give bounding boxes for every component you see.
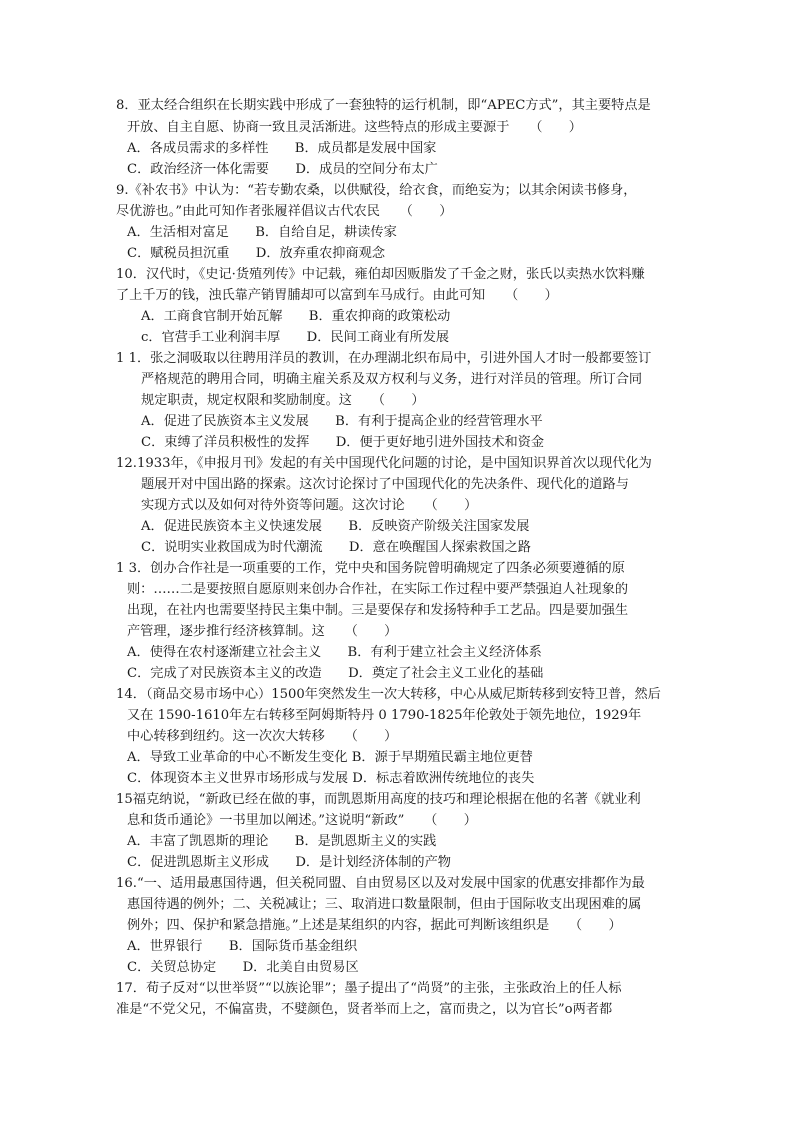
q16-options-line: C．关贸总协定 D．北美自由贸易区 — [127, 960, 359, 975]
q12-stem-line: 12.1933年，《申报月刊》发起的有关中国现代化问题的讨论，是中国知识界首次以现代化为 — [116, 456, 652, 471]
q16-stem-line: 例外；四、保护和紧急措施。”上述是某组织的内容，据此可判断该组织是 （ ） — [127, 918, 622, 933]
q11-stem-line: 严格规范的聘用合同，明确主雇关系及双方权利与义务，进行对洋员的管理。所订合同 — [141, 372, 643, 387]
q13-stem-line: 1 3．创办合作社是一项重要的工作，党中央和国务院曾明确规定了四条必须要遵循的原 — [116, 561, 625, 576]
q8-stem-line: 开放、自主自愿、协商一致且灵活渐进。这些特点的形成主要源于 （ ） — [127, 120, 582, 135]
q10-stem-line: 10．汉代时，《史记·货殖列传》中记载，雍伯却因贩脂发了千金之财，张氏以卖热水饮料赚 — [116, 267, 645, 282]
q10-options-line: A．工商食官制开始瓦解 B．重农抑商的政策松动 — [141, 309, 451, 324]
q14-stem-line: 中心转移到纽约。这一次次大转移 （ ） — [127, 729, 398, 744]
q10-stem-line: 了上千万的钱，浊氏靠产销胃脯却可以富到车马成行。由此可知 （ ） — [116, 288, 558, 303]
q11-options-line: C．束缚了洋员积极性的发挥 D．便于更好地引进外国技术和资金 — [141, 435, 545, 450]
q13-stem-line: 出现，在社内也需要坚持民主集中制。三是要保存和发扬特种手工艺品。四是要加强生 — [127, 603, 629, 618]
q14-stem-line: 又在 1590-1610年左右转移至阿姆斯特丹 0 1790-1825年伦敦处于领先地位，1929年 — [127, 708, 642, 723]
q9-options-line: C．赋税员担沉重 D．放弃重农抑商观念 — [127, 246, 386, 261]
q13-stem-line: 产管理，逐步推行经济核算制。这 （ ） — [127, 624, 398, 639]
q9-stem-line: 9.《补农书》中认为：“若专勤农桑，以供赋役，给衣食，而绝妄为；以其余闲读书修身， — [116, 183, 637, 198]
q14-options-line: A．导致工业革命的中心不断发生变化 B．源于早期殖民霸主地位更替 — [127, 750, 533, 765]
q17-stem-line: 17．荀子反对“以世举贤”“以族论罪”；墨子提出了“尚贤”的主张，主张政治上的任人标 — [116, 981, 622, 996]
q10-options-line: c．官营手工业利润丰厚 D．民间工商业有所发展 — [141, 330, 450, 345]
q14-options-line: C．体现资本主义世界市场形成与发展 D．标志着欧洲传统地位的丧失 — [127, 771, 535, 786]
q9-stem-line: 尽优游也。”由此可知作者张履祥倡议古代农民 （ ） — [116, 204, 453, 219]
q12-options-line: C．说明实业救国成为时代潮流 D．意在唤醒国人探索救国之路 — [141, 540, 531, 555]
q8-options-line: C．政治经济一体化需要 D．成员的空间分布太广 — [127, 162, 438, 177]
q15-options-line: A．丰富了凯恩斯的理论 B．是凯恩斯主义的实践 — [127, 834, 437, 849]
q15-options-line: C．促进凯恩斯主义形成 D．是计划经济体制的产物 — [127, 855, 451, 870]
q12-options-line: A．促进民族资本主义快速发展 B．反映资产阶级关注国家发展 — [141, 519, 530, 534]
q16-stem-line: 惠国待遇的例外；二、关税减让；三、取消进口数量限制，但由于国际收支出现困难的属 — [127, 897, 642, 912]
q17-stem-line: 准是“不党父兄，不偏富贵，不嬖颜色，贤者举而上之，富而贵之，以为官长”o两者都 — [116, 1002, 613, 1017]
q13-options-line: C．完成了对民族资本主义的改造 D．奠定了社会主义工业化的基础 — [127, 666, 544, 681]
q12-stem-line: 实现方式以及如何对待外资等问题。这次讨论 （ ） — [141, 498, 478, 513]
q14-stem-line: 14．（商品交易市场中心）1500年突然发生一次大转移，中心从威尼斯转移到安特卫普，然后 — [116, 687, 661, 702]
q13-stem-line: 则：……二是要按照自愿原则来创办合作社，在实际工作过程中要严禁强迫人社现象的 — [127, 582, 629, 597]
q8-stem-line: 8．亚太经合组织在长期实践中形成了一套独特的运行机制，即“APEC方式”，其主要特点是 — [116, 98, 651, 113]
q16-options-line: A．世界银行 B．国际货币基金组织 — [127, 939, 358, 954]
q8-options-line: A．各成员需求的多样性 B．成员都是发展中国家 — [127, 141, 437, 156]
q11-stem-line: 1 1．张之洞吸取以往聘用洋员的教训，在办理湖北织布局中，引进外国人才时一般都要签订 — [116, 351, 652, 366]
q16-stem-line: 16.“一、适用最惠国待遇，但关税同盟、自由贸易区以及对发展中国家的优惠安排都作为最 — [116, 876, 645, 891]
q15-stem-line: 息和货币通论》一书里加以阐述。”这说明“新政” （ ） — [127, 813, 477, 828]
q15-stem-line: 15福克纳说，“新政已经在做的事，而凯恩斯用高度的技巧和理论根据在他的名著《就业利 — [116, 792, 641, 807]
q11-options-line: A．促进了民族资本主义发展 B．有利于提高企业的经营管理水平 — [141, 414, 543, 429]
q11-stem-line: 规定职责，规定权限和奖励制度。这 （ ） — [141, 393, 425, 408]
q13-options-line: A．使得在农村逐渐建立社会主义 B．有利于建立社会主义经济体系 — [127, 645, 542, 660]
q9-options-line: A．生活相对富足 B．自给自足，耕读传家 — [127, 225, 397, 240]
q12-stem-line: 题展开对中国出路的探索。这次讨论探讨了中国现代化的先决条件、现代化的道路与 — [141, 477, 629, 492]
